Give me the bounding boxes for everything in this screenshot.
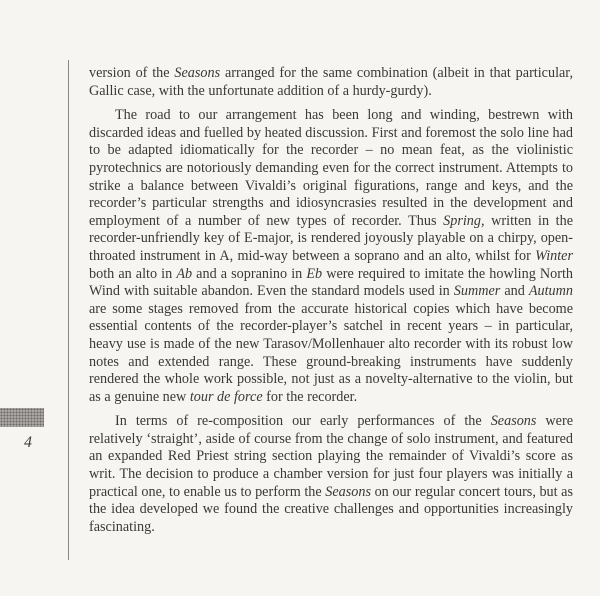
text-run: In terms of re-composition our early performances of the [115, 413, 491, 430]
body-text [89, 65, 573, 543]
italic-term: Seasons [174, 65, 221, 81]
page-number: 4 [24, 434, 32, 451]
paragraph-3 [89, 413, 573, 536]
text-run: were required to imitate the howling North Wind with suitable abandon. Even the standard models used in [89, 265, 573, 300]
text-run: and [500, 283, 529, 300]
italic-term: Eb [306, 265, 323, 282]
text-run: The road to our arrangement has been long and winding, bestrewn with discarded ideas and fuelled by heated discussion. First and foremost the solo line had to be adapted idiomatically for the recorder – no mean feat, as the violinistic pyrotechnics are notoriously demanding even for the correct instrument. Attempts to strike a balance between Vivaldi’s original figurations, range and keys, and the recorder’s particular strengths and idiosyncrasies resulted in the development and employment of a number of new types of recorder. Thus [89, 107, 573, 229]
italic-term: Winter [535, 247, 573, 264]
italic-term: Spring [443, 212, 481, 229]
text-run: , written in the recorder-unfriendly key of E-major, is rendered joyously playable on a chirpy, open-throated instrument in A, mid-way between a soprano and an alto, whilst for [89, 212, 574, 264]
italic-term: tour de force [189, 388, 263, 405]
text-run: arranged for the same combination (albeit in that particular, Gallic case, with the unfortunate addition of a hurdy-gurdy). [89, 65, 574, 99]
text-run: and a sopranino in [192, 265, 307, 282]
italic-term: Seasons [490, 413, 537, 430]
text-run: are some stages removed from the accurate historical copies which have become essential contents of the recorder-player’s satchel in recent years – in particular, heavy use is made of the new Tarasov/Mollenhauer alto recorder with its robust low notes and extended range. These ground-breaking instruments have suddenly rendered the whole work possible, not just as a novelty-alternative to the violin, but as a genuine new [89, 300, 573, 405]
text-run: both an alto in [89, 265, 177, 282]
page-marker-tab [0, 408, 44, 427]
italic-term: Seasons [325, 483, 371, 500]
italic-term: Summer [453, 283, 501, 300]
text-run: version of the [89, 65, 175, 81]
italic-term: Ab [176, 265, 193, 282]
paragraph-1 [89, 65, 573, 100]
text-run: were relatively ‘straight’, aside of course from the change of solo instrument, and featured an expanded Red Priest string section playing the remainder of Vivaldi’s score as writ. The decision to produce a chamber version for just four players was initially a practical one, to enable us to perform the [89, 413, 573, 500]
paragraph-2 [89, 107, 573, 406]
text-run: for the recorder. [262, 388, 358, 405]
margin-rule [68, 60, 69, 560]
italic-term: Autumn [528, 283, 573, 300]
text-run: on our regular concert tours, but as the idea developed we found the creative challenges and opportunities increasingly fascinating. [89, 483, 573, 535]
